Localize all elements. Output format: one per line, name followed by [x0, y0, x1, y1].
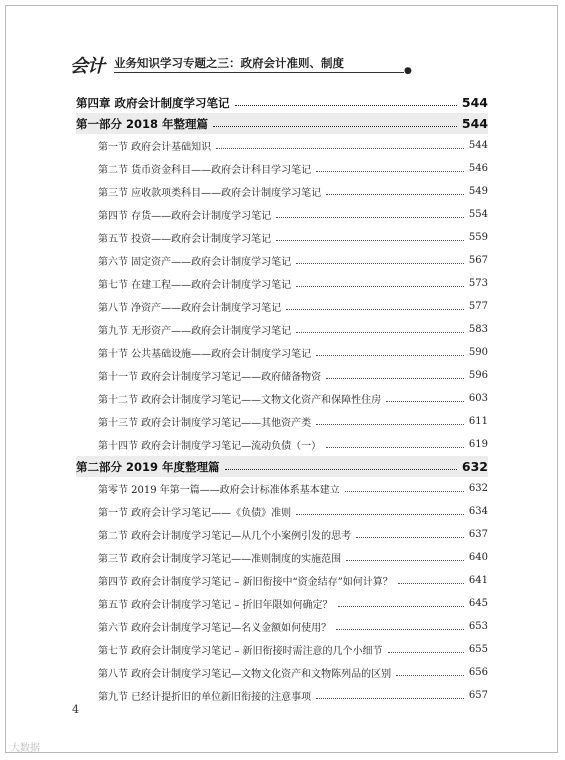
dot-leader — [276, 217, 464, 218]
toc-entry-title: 第七节 在建工程——政府会计制度学习笔记 — [98, 280, 292, 291]
toc-entry-title: 第三节 应收款项类科目——政府会计制度学习笔记 — [98, 188, 322, 199]
toc-entry-page: 559 — [468, 232, 488, 243]
dot-leader — [216, 148, 464, 149]
toc-entry-title: 第四章 政府会计制度学习笔记 — [76, 95, 230, 110]
dot-leader — [316, 171, 464, 172]
toc-entry-row[interactable] — [76, 638, 488, 661]
toc-entry-page: 596 — [468, 370, 488, 381]
toc-entry-row[interactable] — [76, 157, 488, 180]
toc-entry-title: 第一部分 2018 年整理篇 — [76, 116, 209, 131]
toc-entry-row[interactable] — [76, 546, 488, 569]
toc-entry-page: 632 — [468, 483, 488, 494]
toc-entry-row[interactable] — [76, 134, 488, 157]
toc-entry-page: 573 — [468, 278, 488, 289]
dot-leader — [296, 332, 464, 333]
toc-entry-row[interactable] — [76, 318, 488, 341]
toc-entry-title: 第九节 无形资产——政府会计制度学习笔记 — [98, 326, 292, 337]
toc-entry-page: 590 — [468, 347, 488, 358]
dot-leader — [386, 401, 464, 402]
toc-entry-page: 634 — [468, 506, 488, 517]
toc-entry-row[interactable] — [76, 684, 488, 707]
dot-leader — [398, 583, 464, 584]
toc-entry-page: 544 — [461, 95, 488, 110]
toc-entry-title: 第十一节 政府会计制度学习笔记——政府储备物资 — [98, 372, 322, 383]
dot-leader — [286, 309, 464, 310]
dot-leader — [356, 537, 464, 538]
toc-entry-row[interactable] — [76, 661, 488, 684]
toc-entry-row[interactable] — [76, 433, 488, 456]
running-header — [70, 52, 490, 76]
dot-leader — [388, 652, 464, 653]
toc-entry-page: 641 — [468, 575, 488, 586]
toc-entry-page: 619 — [468, 439, 488, 450]
toc-entry-title: 第十节 公共基础设施——政府会计制度学习笔记 — [98, 349, 312, 360]
toc-heading-row[interactable] — [76, 92, 488, 113]
toc-entry-page: 554 — [468, 209, 488, 220]
toc-entry-row[interactable] — [76, 364, 488, 387]
toc-entry-title: 第一节 政府会计学习笔记——《负债》准则 — [98, 508, 292, 519]
toc-entry-page: 577 — [468, 301, 488, 312]
toc-entry-row[interactable] — [76, 500, 488, 523]
dot-leader — [296, 263, 464, 264]
toc-entry-title: 第一节 政府会计基础知识 — [98, 142, 212, 153]
dot-leader — [316, 698, 464, 699]
dot-leader — [345, 491, 464, 492]
toc-entry-title: 第六节 固定资产——政府会计制度学习笔记 — [98, 257, 292, 268]
toc-entry-page: 546 — [468, 163, 488, 174]
logo: 会计 — [70, 56, 104, 77]
toc-entry-page: 632 — [461, 459, 488, 474]
toc-entry-title: 第六节 政府会计制度学习笔记—名义金额如何使用？ — [98, 623, 332, 634]
toc-entry-title: 第十二节 政府会计制度学习笔记——文物文化资产和保障性住房 — [98, 395, 382, 406]
dot-leader — [225, 469, 457, 470]
toc-entry-page: 583 — [468, 324, 488, 335]
page-number: 4 — [72, 703, 79, 716]
toc-entry-page: 656 — [468, 667, 488, 678]
toc-entry-page: 657 — [468, 690, 488, 701]
dot-leader — [326, 447, 464, 448]
toc-heading-row[interactable] — [76, 456, 488, 477]
header-rule — [114, 72, 404, 73]
dot-leader — [326, 378, 464, 379]
toc-entry-row[interactable] — [76, 341, 488, 364]
toc-entry-page: 567 — [468, 255, 488, 266]
toc-entry-page: 544 — [461, 116, 488, 131]
dot-leader — [346, 560, 464, 561]
toc-entry-row[interactable] — [76, 477, 488, 500]
header-title: 业务知识学习专题之三：政府会计准则、制度 — [114, 56, 344, 70]
dot-leader — [296, 286, 464, 287]
toc-entry-title: 第四节 存货——政府会计制度学习笔记 — [98, 211, 272, 222]
toc-entry-page: 544 — [468, 140, 488, 151]
toc-entry-title: 第八节 净资产——政府会计制度学习笔记 — [98, 303, 282, 314]
watermark: 大数据 — [10, 743, 40, 754]
toc-entry-title: 第十三节 政府会计制度学习笔记——其他资产类 — [98, 418, 312, 429]
toc-entry-page: 653 — [468, 621, 488, 632]
toc-entry-page: 549 — [468, 186, 488, 197]
toc-entry-row[interactable] — [76, 180, 488, 203]
toc-entry-row[interactable] — [76, 523, 488, 546]
dot-leader — [336, 629, 464, 630]
dot-leader — [296, 514, 464, 515]
toc-entry-title: 第七节 政府会计制度学习笔记 – 新旧衔接时需注意的几个小细节 — [98, 646, 383, 657]
toc-entry-row[interactable] — [76, 295, 488, 318]
toc-heading-row[interactable] — [76, 113, 488, 134]
toc-entry-row[interactable] — [76, 592, 488, 615]
toc-entry-title: 第九节 已经计提折旧的单位新旧衔接的注意事项 — [98, 692, 312, 703]
toc-entry-page: 655 — [468, 644, 488, 655]
toc-entry-title: 第八节 政府会计制度学习笔记—文物文化资产和文物陈列品的区别 — [98, 669, 392, 680]
toc-entry-page: 645 — [468, 598, 488, 609]
toc-entry-page: 611 — [468, 416, 488, 427]
toc-entry-row[interactable] — [76, 226, 488, 249]
dot-leader — [276, 240, 464, 241]
toc-entry-title: 第五节 投资——政府会计制度学习笔记 — [98, 234, 272, 245]
dot-leader — [326, 194, 464, 195]
toc-entry-row[interactable] — [76, 249, 488, 272]
toc-entry-page: 603 — [468, 393, 488, 404]
toc-entry-title: 第十四节 政府会计制度学习笔记—流动负债（一） — [98, 441, 322, 452]
header-dot-icon: ● — [404, 66, 412, 76]
toc-entry-title: 第四节 政府会计制度学习笔记 – 新旧衔接中“资金结存”如何计算？ — [98, 577, 393, 588]
toc-entry-title: 第零节 2019 年第一篇——政府会计标准体系基本建立 — [98, 485, 340, 496]
dot-leader — [235, 105, 457, 106]
toc-entry-page: 637 — [468, 529, 488, 540]
dot-leader — [213, 126, 457, 127]
table-of-contents — [76, 92, 488, 707]
toc-entry-title: 第三节 政府会计制度学习笔记——准则制度的实施范围 — [98, 554, 342, 565]
dot-leader — [316, 355, 464, 356]
toc-entry-title: 第二部分 2019 年度整理篇 — [76, 459, 220, 474]
toc-entry-row[interactable] — [76, 615, 488, 638]
toc-entry-row[interactable] — [76, 272, 488, 295]
toc-entry-row[interactable] — [76, 387, 488, 410]
dot-leader — [396, 675, 464, 676]
toc-entry-title: 第二节 政府会计制度学习笔记—从几个小案例引发的思考 — [98, 531, 352, 542]
toc-entry-page: 640 — [468, 552, 488, 563]
dot-leader — [338, 606, 464, 607]
toc-entry-row[interactable] — [76, 203, 488, 226]
toc-entry-title: 第五节 政府会计制度学习笔记 – 折旧年限如何确定？ — [98, 600, 333, 611]
toc-entry-row[interactable] — [76, 569, 488, 592]
dot-leader — [316, 424, 464, 425]
toc-entry-title: 第二节 货币资金科目——政府会计科目学习笔记 — [98, 165, 312, 176]
toc-entry-row[interactable] — [76, 410, 488, 433]
